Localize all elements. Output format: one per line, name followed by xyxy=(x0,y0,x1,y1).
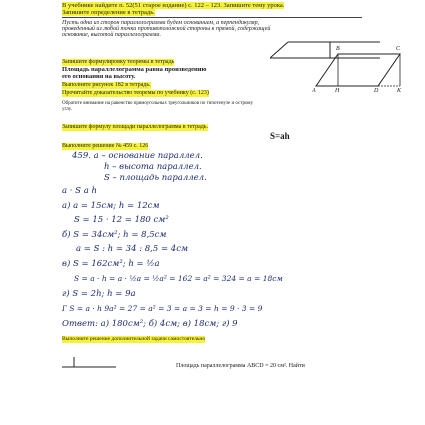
footer-prompt: Выполните решение дополнительной задачи самостоятельно xyxy=(62,336,206,342)
task-note: Обратите внимание на равенство прямоугольных треугольников по гипотенузе и острому xyxy=(62,101,254,106)
area-formula: S=ah xyxy=(270,131,290,141)
hw-line-1: 459. a – основание параллел. xyxy=(72,151,203,161)
hw-line-10: S = a · h = a · ½a = ½a² = 162 = a² = 324 = a = 18см xyxy=(74,274,283,283)
hw-line-9: в) S = 162см²; h = ½a xyxy=(62,259,160,269)
hw-line-2: h – высота параллел. xyxy=(104,162,202,172)
hw-line-13: Ответ: а) 180см²; б) 4см; в) 18см; г) 9 xyxy=(62,319,238,329)
hw-line-5: а) a = 15см; h = 12см xyxy=(62,201,160,211)
label-h: H xyxy=(335,88,340,94)
label-c: C xyxy=(396,46,401,52)
hw-line-4: a · S a h xyxy=(62,186,97,196)
hw-line-6: S = 15 · 12 = 180 см² xyxy=(74,215,169,225)
parallelogram-figure xyxy=(310,48,406,100)
separator xyxy=(62,17,362,18)
theorem-text: Площадь параллелограмма равна произведению xyxy=(62,66,207,73)
hw-line-11: г) S = 2h; h = 9а xyxy=(62,289,136,299)
footer-figure xyxy=(62,355,116,369)
definition-line-1: Пусть одна из сторон параллелограмма будем основанием, а перпендикуляр, xyxy=(62,20,260,26)
solve-prompt: Выполните решение № 459 с. 126 xyxy=(62,143,149,149)
task-proof: Прочитайте доказательство теоремы по учебнику (с. 123) xyxy=(62,90,209,96)
definition-line-3: основание, высотой параллелограмма. xyxy=(62,32,161,38)
formula-prompt: Запишите формулу площади параллелограмма в тетрадь. xyxy=(62,124,209,130)
hw-line-8: a = S : h = 34 : 8,5 = 4см xyxy=(76,244,189,254)
label-b: B xyxy=(336,46,340,52)
label-d: D xyxy=(374,88,379,94)
theorem-prompt: Запишите формулировку теоремы в тетрадь xyxy=(62,59,175,65)
task-draw: Выполните рисунок 182 в тетрадь. xyxy=(62,82,151,88)
hw-line-7: б) S = 34см²; h = 8,5см xyxy=(62,230,167,240)
label-a: A xyxy=(312,88,316,94)
hw-line-12: Г S = a · h 9a² = 27 = a² = 3 = a = 3 = h = 9 · 3 = 9 xyxy=(62,304,263,313)
theorem-text-2: его основания на высоту. xyxy=(62,73,136,80)
hw-line-3: S – площадь параллел. xyxy=(104,173,207,183)
footer-task: Площадь параллелограмма ABCD = 20 см². Найти xyxy=(176,363,305,369)
label-k: K xyxy=(397,88,402,94)
task-note-2: углу. xyxy=(62,107,73,112)
header-line-2: Запишите определение в тетрадь. xyxy=(62,9,155,16)
definition-line-2: проведенный из любой точки противоположной стороны к прямой, содержащей xyxy=(62,26,271,32)
header-line-1: В учебнике найдите п. 52(51 старое издание) с. 122 – 123. Запишите тему урока. xyxy=(62,2,285,9)
